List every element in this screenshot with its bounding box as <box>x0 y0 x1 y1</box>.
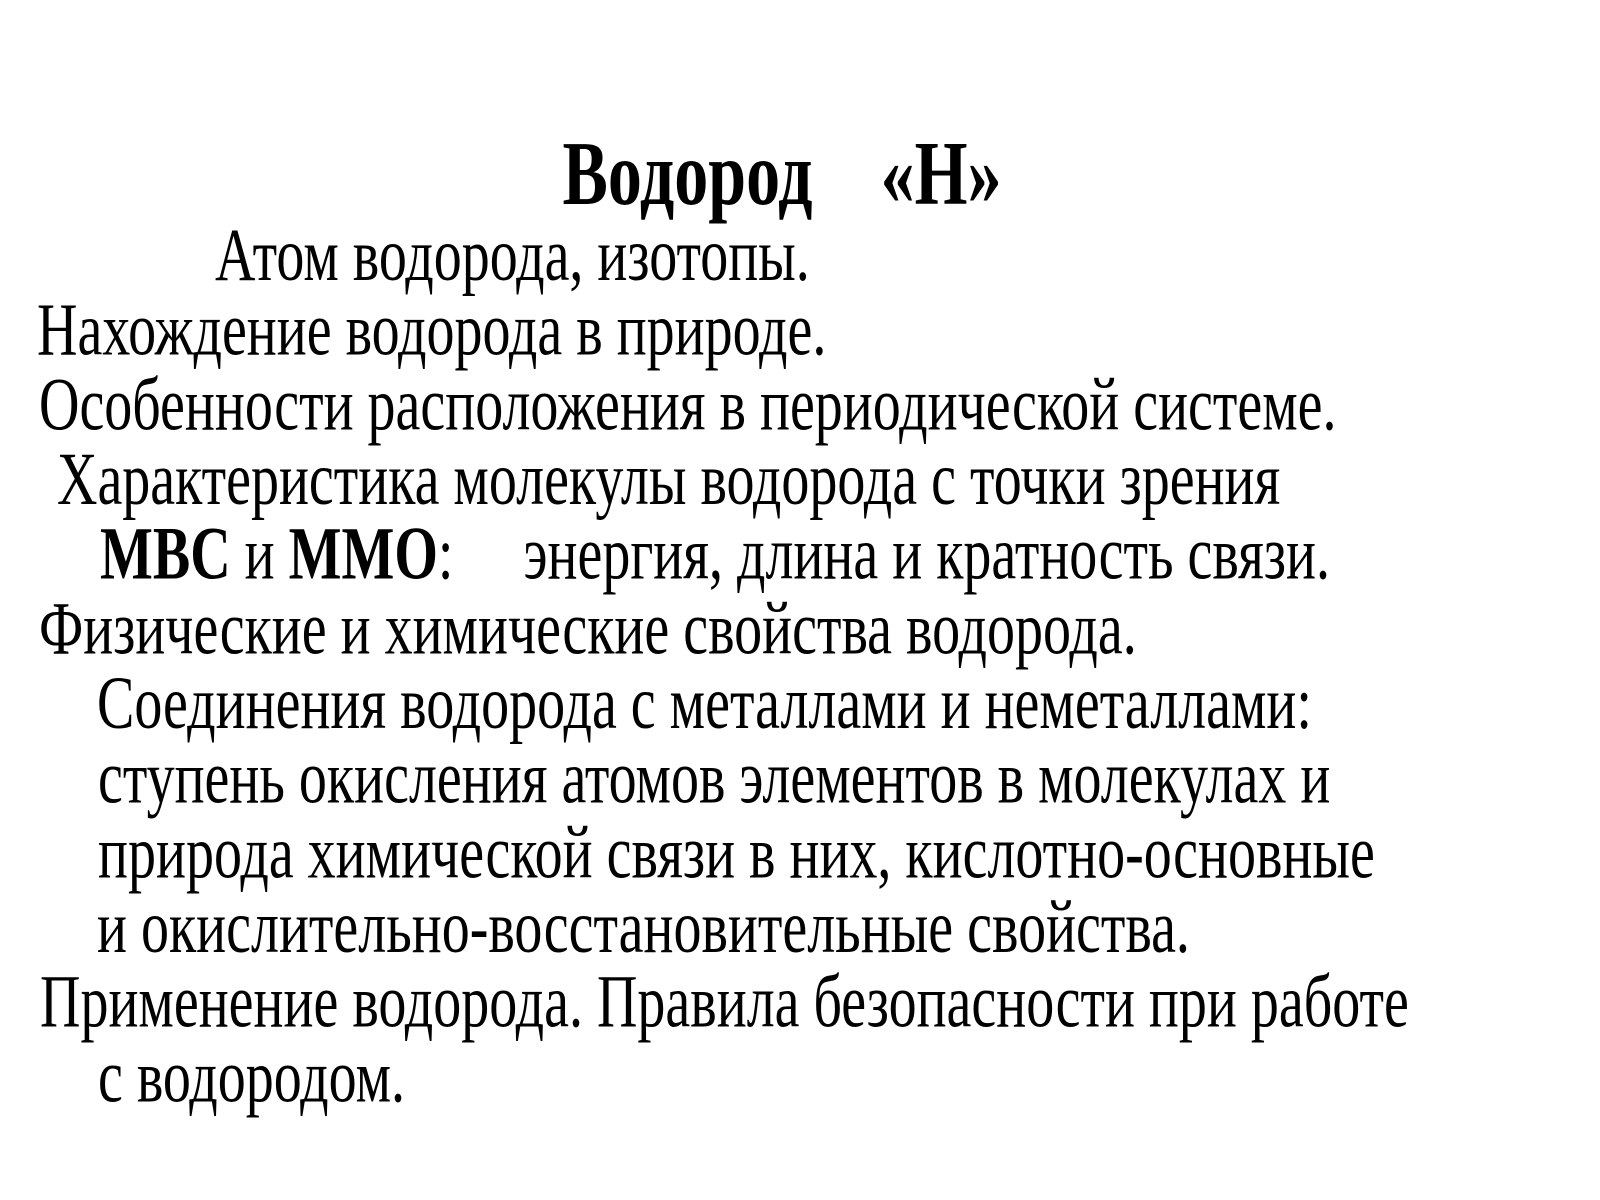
body-line <box>0 513 1600 596</box>
body-line <box>0 886 1600 970</box>
body-line <box>0 737 1600 820</box>
body-run-bold: ММО <box>288 513 438 596</box>
body-run: Физические и химические свойства водорода. <box>39 587 1137 671</box>
body-line <box>0 961 1600 1044</box>
body-run: и <box>230 513 289 596</box>
body-line <box>0 662 1600 746</box>
body-run-bold: МВС <box>100 513 231 596</box>
slide-body <box>0 214 1600 1119</box>
slide-title: Водород «Н» <box>562 122 1002 224</box>
body-line <box>0 811 1600 895</box>
body-line <box>0 1035 1600 1119</box>
body-run: Применение водорода. Правила безопасности при работе <box>40 961 1409 1044</box>
body-run: Нахождение водорода в природе. <box>37 289 827 372</box>
body-run: с водородом. <box>98 1035 406 1119</box>
body-line <box>0 289 1600 372</box>
body-line <box>0 214 1600 298</box>
body-run: Атом водорода, изотопы. <box>215 214 810 298</box>
body-run: ступень окисления атомов элементов в молекулах и <box>98 737 1331 820</box>
body-run: Характеристика молекулы водорода с точки зрения <box>57 438 1281 522</box>
body-run: Особенности расположения в периодической системе. <box>39 363 1337 447</box>
body-run: природа химической связи в них, кислотно-основные <box>98 811 1375 895</box>
body-line <box>0 438 1600 522</box>
body-line <box>0 363 1600 447</box>
body-run: и окислительно-восстановительные свойства. <box>97 886 1190 970</box>
body-run: : энергия, длина и кратность связи. <box>437 513 1330 596</box>
body-run: Соединения водорода с металлами и неметаллами: <box>97 662 1312 746</box>
body-line <box>0 587 1600 671</box>
